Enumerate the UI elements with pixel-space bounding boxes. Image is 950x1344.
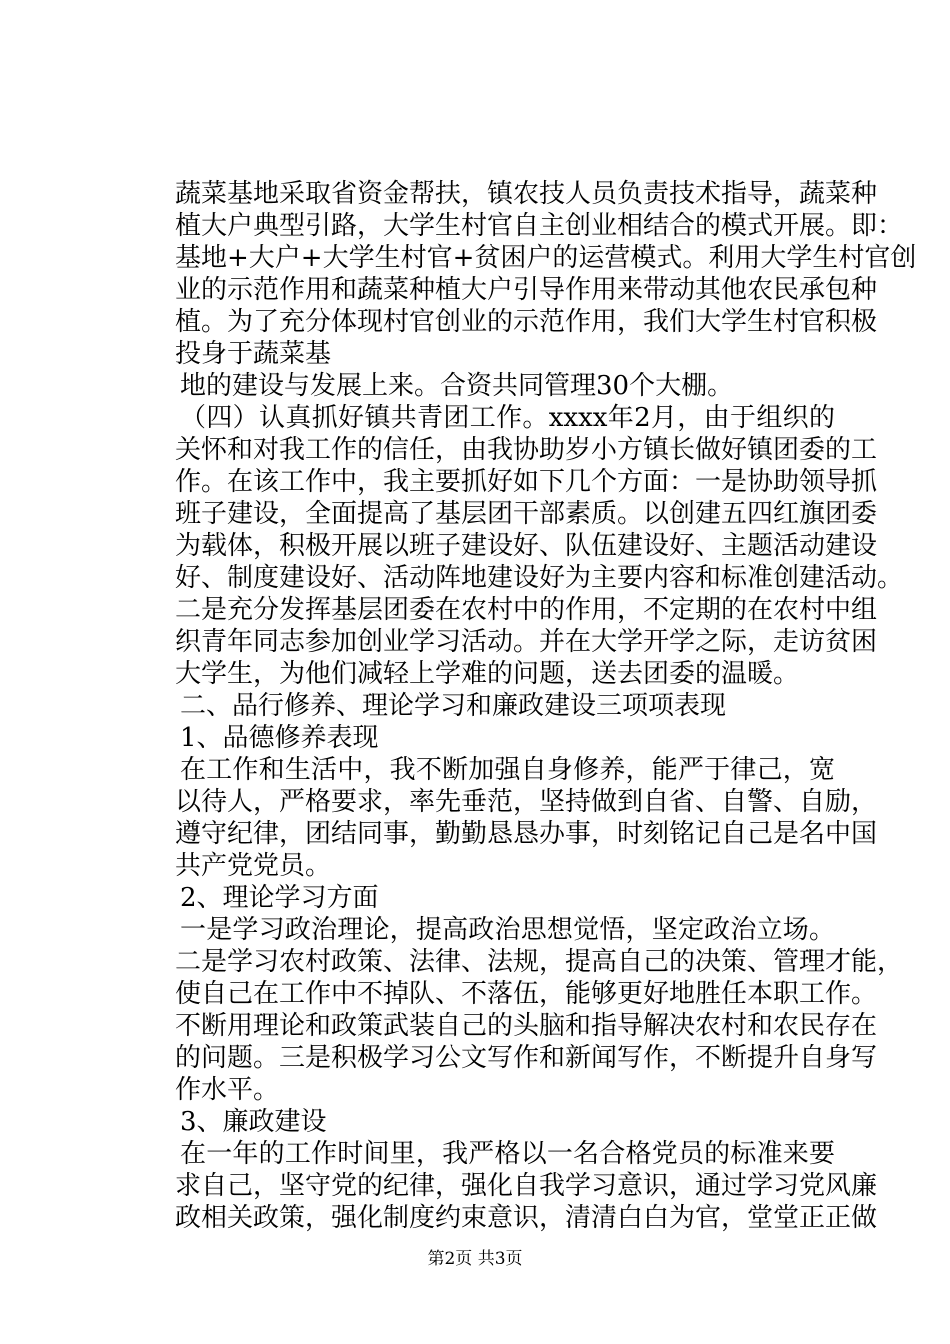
subheading-1: 1、品德修养表现 — [180, 723, 379, 753]
paragraph-line-2: 植大户典型引路，大学生村官自主创业相结合的模式开展。即： — [175, 211, 904, 241]
paragraph-line-22: 共产党党员。 — [175, 851, 332, 881]
paragraph-line-3: 基地+大户+大学生村官+贫困户的运营模式。利用大学生村官创 — [175, 243, 917, 273]
paragraph-line-33: 政相关政策，强化制度约束意识，清清白白为官，堂堂正正做 — [175, 1203, 878, 1233]
paragraph-line-28: 的问题。三是积极学习公文写作和新闻写作，不断提升自身写 — [175, 1043, 878, 1073]
page-number-footer: 第2页 共3页 — [427, 1249, 523, 1269]
paragraph-line-13: 好、制度建设好、活动阵地建设好为主要内容和标准创建活动。 — [175, 563, 904, 593]
paragraph-line-9: 关怀和对我工作的信任，由我协助岁小方镇长做好镇团委的工 — [175, 435, 878, 465]
paragraph-line-7: 地的建设与发展上来。合资共同管理30个大棚。 — [180, 371, 734, 401]
paragraph-line-29: 作水平。 — [175, 1075, 280, 1105]
paragraph-line-8: （四）认真抓好镇共青团工作。xxxx年2月，由于组织的 — [180, 403, 835, 433]
paragraph-line-21: 遵守纪律，团结同事，勤勤恳恳办事，时刻铭记自己是名中国 — [175, 819, 878, 849]
paragraph-line-11: 班子建设，全面提高了基层团干部素质。以创建五四红旗团委 — [175, 499, 878, 529]
paragraph-line-4: 业的示范作用和蔬菜种植大户引导作用来带动其他农民承包种 — [175, 275, 878, 305]
paragraph-line-25: 二是学习农村政策、法律、法规，提高自己的决策、管理才能， — [175, 947, 904, 977]
paragraph-line-15: 织青年同志参加创业学习活动。并在大学开学之际，走访贫困 — [175, 627, 878, 657]
paragraph-line-10: 作。在该工作中，我主要抓好如下几个方面：一是协助领导抓 — [175, 467, 878, 497]
paragraph-line-19: 在工作和生活中，我不断加强自身修养，能严于律己，宽 — [180, 755, 835, 785]
paragraph-line-27: 不断用理论和政策武装自己的头脑和指导解决农村和农民存在 — [175, 1011, 878, 1041]
paragraph-line-24: 一是学习政治理论，提高政治思想觉悟，坚定政治立场。 — [180, 915, 835, 945]
subheading-2: 2、理论学习方面 — [180, 883, 379, 913]
paragraph-line-6: 投身于蔬菜基 — [175, 339, 332, 369]
subheading-3: 3、廉政建设 — [180, 1107, 327, 1137]
paragraph-line-31: 在一年的工作时间里，我严格以一名合格党员的标准来要 — [180, 1139, 835, 1169]
paragraph-line-1: 蔬菜基地采取省资金帮扶，镇农技人员负责技术指导，蔬菜种 — [175, 179, 878, 209]
paragraph-line-16: 大学生，为他们减轻上学难的问题，送去团委的温暖。 — [175, 659, 800, 689]
paragraph-line-5: 植。为了充分体现村官创业的示范作用，我们大学生村官积极 — [175, 307, 878, 337]
paragraph-line-20: 以待人，严格要求，率先垂范，坚持做到自省、自警、自励， — [175, 787, 878, 817]
paragraph-line-12: 为载体，积极开展以班子建设好、队伍建设好、主题活动建设 — [175, 531, 878, 561]
section-heading-2: 二、品行修养、理论学习和廉政建设三项项表现 — [180, 691, 727, 721]
paragraph-line-32: 求自己，坚守党的纪律，强化自我学习意识，通过学习党风廉 — [175, 1171, 878, 1201]
paragraph-line-14: 二是充分发挥基层团委在农村中的作用，不定期的在农村中组 — [175, 595, 878, 625]
paragraph-line-26: 使自己在工作中不掉队、不落伍，能够更好地胜任本职工作。 — [175, 979, 878, 1009]
